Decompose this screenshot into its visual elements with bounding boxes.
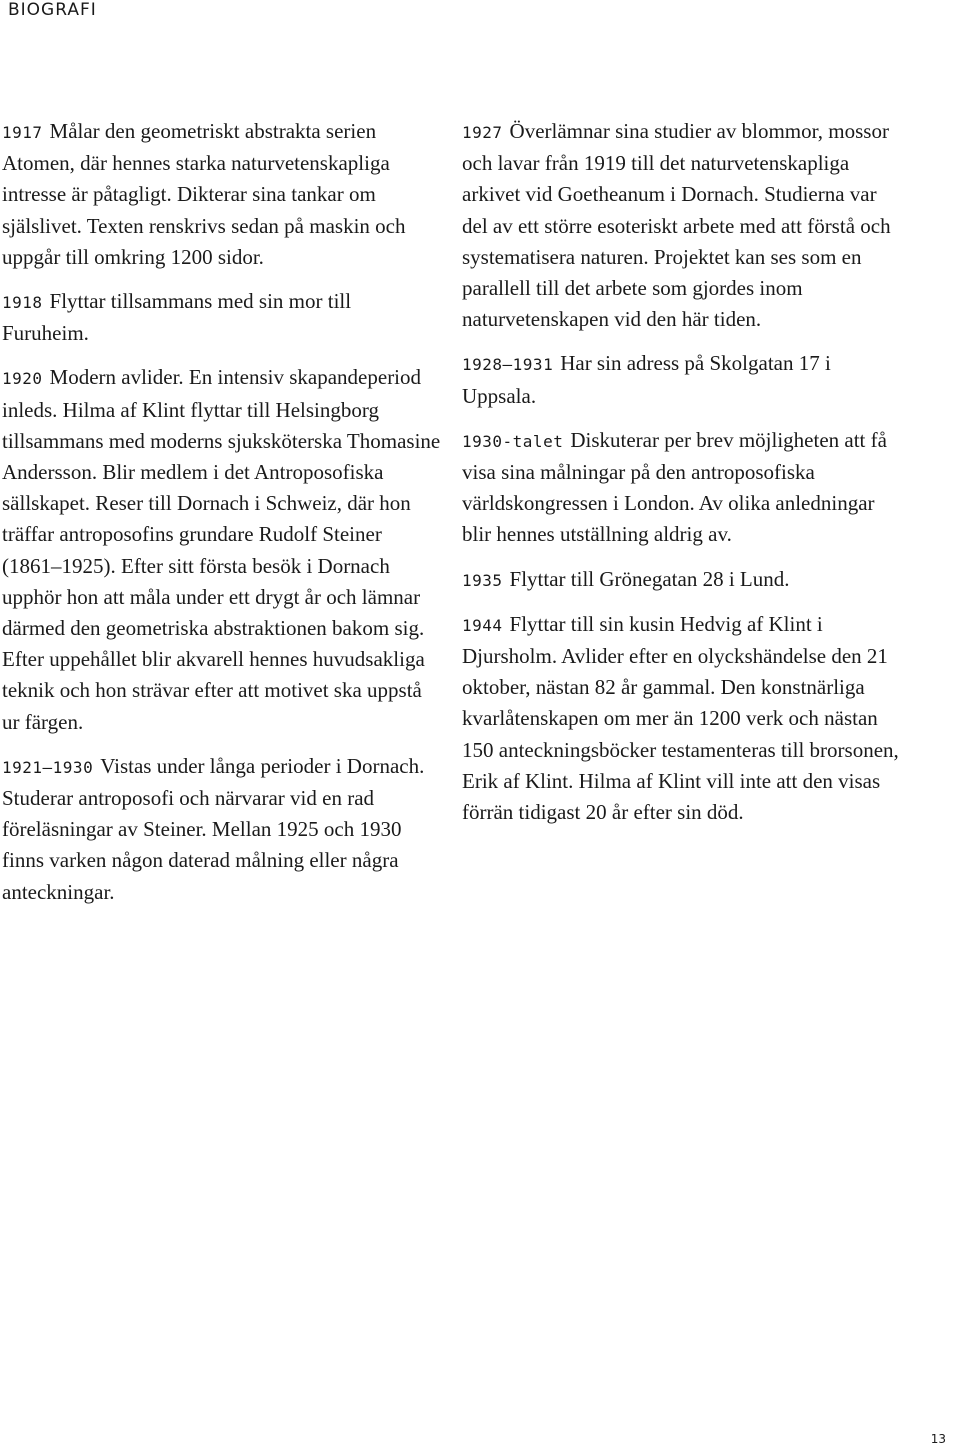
entry-text: Flyttar tillsammans med sin mor till Furuheim. (2, 289, 352, 346)
section-header: BIOGRAFI (8, 0, 97, 20)
entry-year: 1944 (462, 615, 503, 635)
entry-year: 1930-talet (462, 431, 564, 451)
timeline-entry (462, 609, 902, 828)
timeline-entry (462, 348, 902, 411)
entry-text: Flyttar till Grönegatan 28 i Lund. (509, 566, 790, 591)
timeline-entry (2, 116, 442, 273)
timeline-entry (462, 425, 902, 551)
entry-text: Målar den geometriskt abstrakta serien Atomen, där hennes starka naturvetenskapliga intresse är påtagligt. Dikterar sina tankar om själslivet. Texten renskrivs sedan på maskin och uppgår till omkring 1200 sidor. (2, 119, 406, 269)
entry-year: 1920 (2, 369, 43, 389)
left-column (2, 116, 442, 921)
entry-text: Flyttar till sin kusin Hedvig af Klint i Djursholm. Avlider efter en olyckshändelse den 21 oktober, nästan 82 år gammal. Den konstnärliga kvarlåtenskapen om mer än 1200 verk och nästan 150 anteckningsböcker testamenteras till brorsonen, Erik af Klint. Hilma af Klint vill inte att den visas förrän tidigast 20 år efter sin död. (462, 611, 899, 825)
entry-text: Vistas under långa perioder i Dornach. Studerar antroposofi och närvarar vid en rad föreläsningar av Steiner. Mellan 1925 och 1930 finns varken någon daterad målning eller några anteckningar. (2, 753, 425, 904)
entry-year: 1918 (2, 293, 43, 313)
timeline-entry (2, 362, 442, 737)
entry-year: 1928–1931 (462, 355, 554, 375)
entry-year: 1927 (462, 123, 503, 142)
page-number: 13 (930, 1432, 946, 1446)
entry-year: 1935 (462, 570, 503, 590)
timeline-entry (462, 116, 902, 335)
entry-text: Överlämnar sina studier av blommor, mossor och lavar från 1919 till det naturvetenskapliga arkivet vid Goetheanum i Dornach. Studierna var del av ett större esoteriskt arbete med att förstå och systematisera naturen. Projektet kan ses som en parallell till det arbete som gjordes inom naturvetenskapen vid den här tiden. (462, 119, 891, 332)
entry-year: 1917 (2, 123, 43, 142)
entry-text: Modern avlider. En intensiv skapandeperiod inleds. Hilma af Klint flyttar till Helsingborg tillsammans med moderns sjuksköterska Thomasine Andersson. Blir medlem i det Antroposofiska sällskapet. Reser till Dornach i Schweiz, där hon träffar antroposofins grundare Rudolf Steiner (1861–1925). Efter sitt första besök i Dornach upphör hon att måla under ett drygt år och lämnar därmed den geometriska abstraktionen bakom sig. Efter uppehållet blir akvarell hennes huvudsakliga teknik och hon strävar efter att motivet ska uppstå ur färgen. (2, 365, 441, 734)
entry-text: Diskuterar per brev möjligheten att få visa sina målningar på den antroposofiska världskongressen i London. Av olika anledningar blir hennes utställning aldrig av. (462, 427, 887, 547)
timeline-entry (2, 751, 442, 908)
right-column (462, 116, 902, 841)
entry-year: 1921–1930 (2, 757, 94, 777)
timeline-entry (462, 564, 902, 596)
timeline-entry (2, 286, 442, 349)
entry-text: Har sin adress på Skolgatan 17 i Uppsala. (462, 351, 831, 408)
